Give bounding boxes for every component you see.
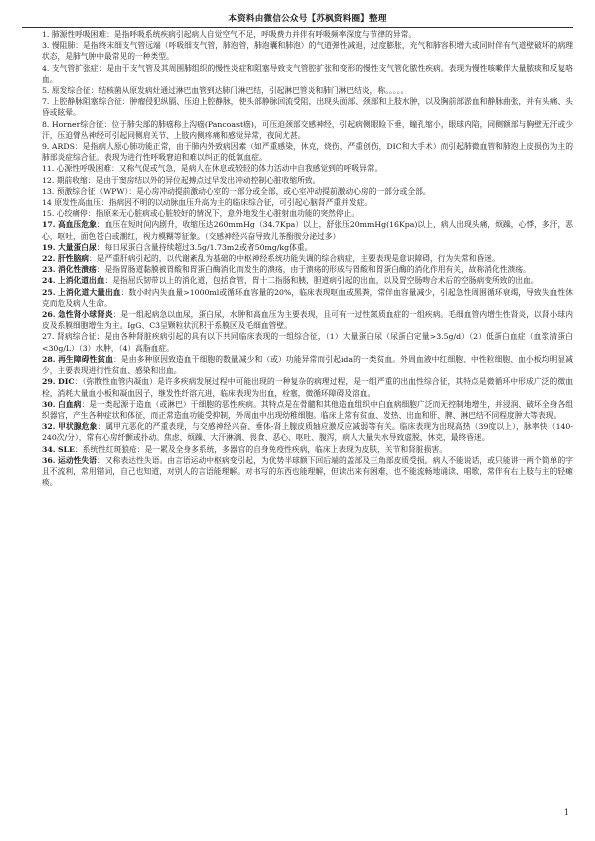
entry-number: 9. (42, 142, 50, 152)
entry-definition: ：是指呼吸系统疾病引起病人自觉空气不足，呼吸费力并伴有呼吸频率深度与节律的异常。 (106, 30, 417, 39)
entry-number: 34. (42, 444, 56, 454)
entry-number: 26. (42, 310, 56, 320)
definition-entry (42, 29, 573, 40)
entry-definition: ：是指终末细支气管远端（呼吸细支气管，肺泡管，肺泡囊和肺泡）的气道弹性减退，过度膨胀，充气和肺容积增大或同时伴有气道壁破坏的病理状态，是肺气肿中最常见的一种类型。 (42, 41, 573, 62)
entry-number: 14 (42, 198, 52, 208)
definition-entry (42, 399, 573, 421)
entry-number: 36. (42, 455, 56, 465)
definition-entry (42, 96, 573, 118)
definition-entry (42, 253, 573, 264)
definition-entry (42, 219, 573, 241)
definition-entry (42, 85, 573, 96)
entry-term: 上消化道大量出血 (58, 287, 121, 297)
entry-term: 预激综合征（WPW） (56, 186, 129, 196)
definition-entry (42, 264, 573, 275)
entry-definition: ：（弥散性血管内凝血）是许多疾病发展过程中可能出现的一种复杂的病理过程，是一组严重的出血性综合征，其特点是微循环中形成广泛的微血栓，消耗大量血小板和凝血因子，继发性纤溶亢进，临床表现为出血，栓塞，微循环障碍及溶血。 (42, 377, 573, 398)
entry-term: SLE (57, 444, 75, 454)
entry-term: 甲状腺危象 (58, 422, 98, 432)
entry-number: 15. (42, 209, 55, 219)
definition-entry (42, 309, 573, 331)
entry-number: 12. (42, 175, 55, 185)
entry-number: 24. (42, 276, 56, 286)
entry-definition: ：每日尿蛋白含量持续超过3.5g/1.73m2或者50mg/kg体重。 (96, 242, 313, 252)
page-header: 本资料由微信公众号【苏枫资料圈】整理 (228, 14, 387, 24)
entry-number: 23. (42, 265, 56, 275)
entry-number: 13. (42, 186, 55, 196)
definition-entry (42, 376, 573, 398)
entry-definition: ：是由于支气管及其周围肺组织的慢性炎症和阻塞导致支气管腔扩张和变形的慢性支气管化脓性疾病。表现为慢性咳嗽伴大量脓痰和反复咯血。 (42, 63, 573, 84)
definition-entry (42, 455, 573, 489)
entry-definition: ：是由于窦房结以外的异位起搏点过早发出冲动控制心脏收缩所致。 (87, 175, 321, 185)
entry-definition: ：是一组起病急以血尿，蛋白尿，水肿和高血压为主要表现，且可有一过性氮质血症的一组疾病。毛细血管内增生性肾炎，以肾小球内皮及系膜细胞增生为主。IgG、C3呈颗粒状沉积于系膜区及毛细血管壁。 (42, 310, 573, 331)
entry-definition: ：是由各种肾脏疾病引起的具有以下共同临床表现的一组综合征，（1）大量蛋白尿（尿蛋白定量>3.5g/d）（2）低蛋白血症（血浆清蛋白<30g/L）（3）水肿，（4）高脂血症。 (42, 332, 573, 353)
entry-number: 27. (42, 332, 55, 342)
entry-definition: ：是心房冲动提前激动心室的一部分或全部，或心室冲动提前激动心房的一部分或全部。 (128, 186, 431, 196)
definition-entry (42, 444, 573, 455)
definition-entry (42, 141, 573, 163)
definition-entry (42, 63, 573, 85)
entry-term: 运动性失语 (58, 455, 98, 465)
entry-definition: ：属甲亢恶化的严重表现，与交感神经兴奋、垂体-肾上腺皮质轴应激反应减弱等有关。临床表现为出现高热（39度以上），脉率快（140-240次/分），常有心房纤颤或扑动。焦虑、烦躁、大汗淋漓、畏食、恶心、呕吐、腹泻，病人大量失水导致虚脱、休克，最终昏迷。 (42, 422, 573, 443)
entry-term: 上消化道出血 (57, 276, 105, 286)
entry-number: 25. (42, 287, 56, 297)
entry-term: 上腔静脉阻塞综合征 (51, 97, 122, 107)
entry-number: 17. (42, 220, 56, 230)
entry-term: ARDS (51, 142, 75, 152)
entry-number: 5. (42, 86, 50, 96)
page-number: 1 (563, 808, 569, 817)
entry-definition: ：肿瘤侵犯纵膈、压迫上腔静脉，使头部静脉回流受阻，出现头面部、颈部和上肢水肿，以及胸前部淤血和静脉曲张，并有头痛、头昏或眩晕。 (42, 97, 573, 118)
entry-term: 心源性呼吸困难 (56, 164, 112, 174)
entry-number: 3. (42, 41, 50, 51)
definition-entry (42, 242, 573, 253)
definition-entry (42, 197, 573, 208)
entry-term: 高血压危象 (57, 220, 97, 230)
entry-term: 白血病 (58, 399, 82, 409)
entry-term: 急性肾小球肾炎 (58, 310, 113, 320)
entry-definition: ：又称表达性失语。由言语运动中枢病变引起，为优势半球额下回后端的盖部及三角部皮质受损。病人不能说话，或只能讲一两个简单的字且不流利，常用错词，自己也知道，对别人的言语能理解。对书写的东西也能理解，但读出来有困难，也不能流畅地诵读、唱歌，常伴有右上肢与主的轻瘫痪。 (42, 455, 573, 488)
definition-entry (42, 331, 573, 353)
entry-number: 32. (42, 422, 56, 432)
definition-entry (42, 163, 573, 174)
entry-term: 肾病综合征 (56, 332, 97, 342)
entry-term: 大量蛋白尿 (57, 242, 97, 252)
entry-definition: ：是由多种原因致造血干细胞的数量减少和（或）功能异常而引起ida的一类贫血。外周血液中红细胞、中性粒细胞、血小板均明显减少，主要表现进行性贫血、感染和出血。 (42, 354, 574, 376)
entry-number: 4. (42, 63, 50, 73)
entry-number: 30. (42, 399, 56, 409)
definition-entry (42, 354, 573, 376)
entry-definition: ：血压在短时间内剧升，收缩压达260mmHg（34.7Kpa）以上，舒张压20mmHg(16Kpa)以上，病人出现头痛，烦躁，心悸，多汗，恶心，呕吐，面色苍白或潮红，视力模糊等征象。（交感神经兴奋导致儿茶酚胺分泌过多） (42, 220, 573, 241)
entry-definition: ：是指胃肠道黏膜被胃酸和胃蛋白酶消化而发生的溃疡，由于溃疡的形成与胃酸和胃蛋白酶的消化作用有关，故称消化性溃疡。 (96, 265, 531, 275)
entry-term: 原发性高血压 (54, 198, 101, 208)
entry-term: 支气管扩张症 (51, 63, 99, 73)
definition-entry (42, 287, 573, 309)
entry-number: 8. (42, 119, 50, 129)
entry-term: 原发综合征 (51, 86, 91, 96)
definition-entry (42, 421, 573, 443)
definition-entry (42, 119, 573, 141)
entry-definition: ：结核菌从原发病灶通过淋巴血管到达肺门淋巴结，引起淋巴管炎和肺门淋巴结炎，称。。。。。 (90, 86, 409, 96)
entry-number: 1. (42, 30, 50, 39)
entry-term: 再生障碍性贫血 (58, 354, 114, 364)
entry-number: 29. (42, 377, 56, 387)
entry-number: 19. (42, 242, 56, 252)
entry-term: DIC (58, 377, 75, 387)
entry-definition: ：指原来无心脏病或心脏较好的情况下，意外地发生心脏射血功能的突然停止。 (87, 209, 360, 219)
entry-number: 28. (42, 354, 56, 364)
entry-definition: ：是一类起源于造血（或淋巴）干细胞的恶性疾病。其特点是在骨髓和其他造血组织中白血病细胞广泛而无控制地增生，并浸润、破坏全身各组织器官，产生各种症状和体征，而正常造血功能受抑制，外周血中出现幼稚细胞。临床上常有贫血、发热、出血和肝、脾、淋巴结不同程度肿大等表现。 (42, 399, 573, 420)
entry-definition: ：又称气促或气急，是病人在休息或较轻的体力活动中自我感觉到的呼吸异常。 (111, 164, 383, 174)
entry-term: 肺源性呼吸困难 (51, 30, 107, 39)
entry-definition: ：是指屈氏韧带以上的消化道，包括食管，胃十二指肠和胰，胆道病引起的出血，以及胃空肠吻合术后的空肠病变所致的出血。 (104, 276, 539, 286)
definition-entry (42, 40, 573, 62)
definition-entry (42, 275, 573, 286)
entry-definition: ：是指病人原心肺功能正常，由于肺内外致病因素（如严重感染，休克，烧伤，严重创伤，DIC和大手术）而引起肺微血管和肺泡上皮损伤为主的肺部炎症综合征。表现为进行性呼吸窘迫和难以纠正的低氧血症。 (42, 142, 573, 163)
entry-definition: ：位于肺尖部的肺癌称上沟癌(Pancoast癌)，可压迫颈部交感神经，引起病侧眼睑下垂，瞳孔缩小，眼球内陷，同侧额部与胸壁无汗或少汗，压迫臂丛神经可引起同侧肩关节、上肢内侧疼痛和感觉异常，夜间尤甚。 (42, 119, 573, 140)
entry-term: 肝性脑病 (57, 254, 89, 264)
header-rule (22, 27, 573, 28)
entry-number: 7. (42, 97, 50, 107)
entry-definition: ：是严重肝病引起的，以代谢紊乱为基础的中枢神经系统功能失调的综合病症，主要表现是意识障碍，行为失常和昏迷。 (88, 254, 500, 264)
entry-definition: ：指病因不明的以动脉血压升高为主的临床综合征，可引起心脑肾严重并发症。 (100, 198, 373, 208)
entry-list (42, 29, 573, 488)
entry-term: 期前收缩 (56, 175, 88, 185)
definition-entry (42, 186, 573, 197)
definition-entry (42, 175, 573, 186)
entry-term: 心绞痛停 (56, 209, 88, 219)
entry-number: 22. (42, 254, 56, 264)
entry-term: Horner综合征 (51, 119, 104, 129)
entry-definition: ：数小时内失血量>1000ml或循环血容量的20%，临床表现呕血或黑粪，常伴血容量减少，引起急性周围循环衰竭，导致失血性休克而危及病人生命。 (42, 287, 573, 308)
entry-definition: ：系统性红斑狼疮：是一累及全身多系统，多器官的自身免疫性疾病，临床上表现为皮肤，关节和肾脏损害。 (74, 444, 447, 454)
definition-entry (42, 208, 573, 219)
entry-term: 消化性溃疡 (57, 265, 97, 275)
entry-term: 慢阻肺 (51, 41, 76, 51)
entry-number: 11. (42, 164, 55, 174)
